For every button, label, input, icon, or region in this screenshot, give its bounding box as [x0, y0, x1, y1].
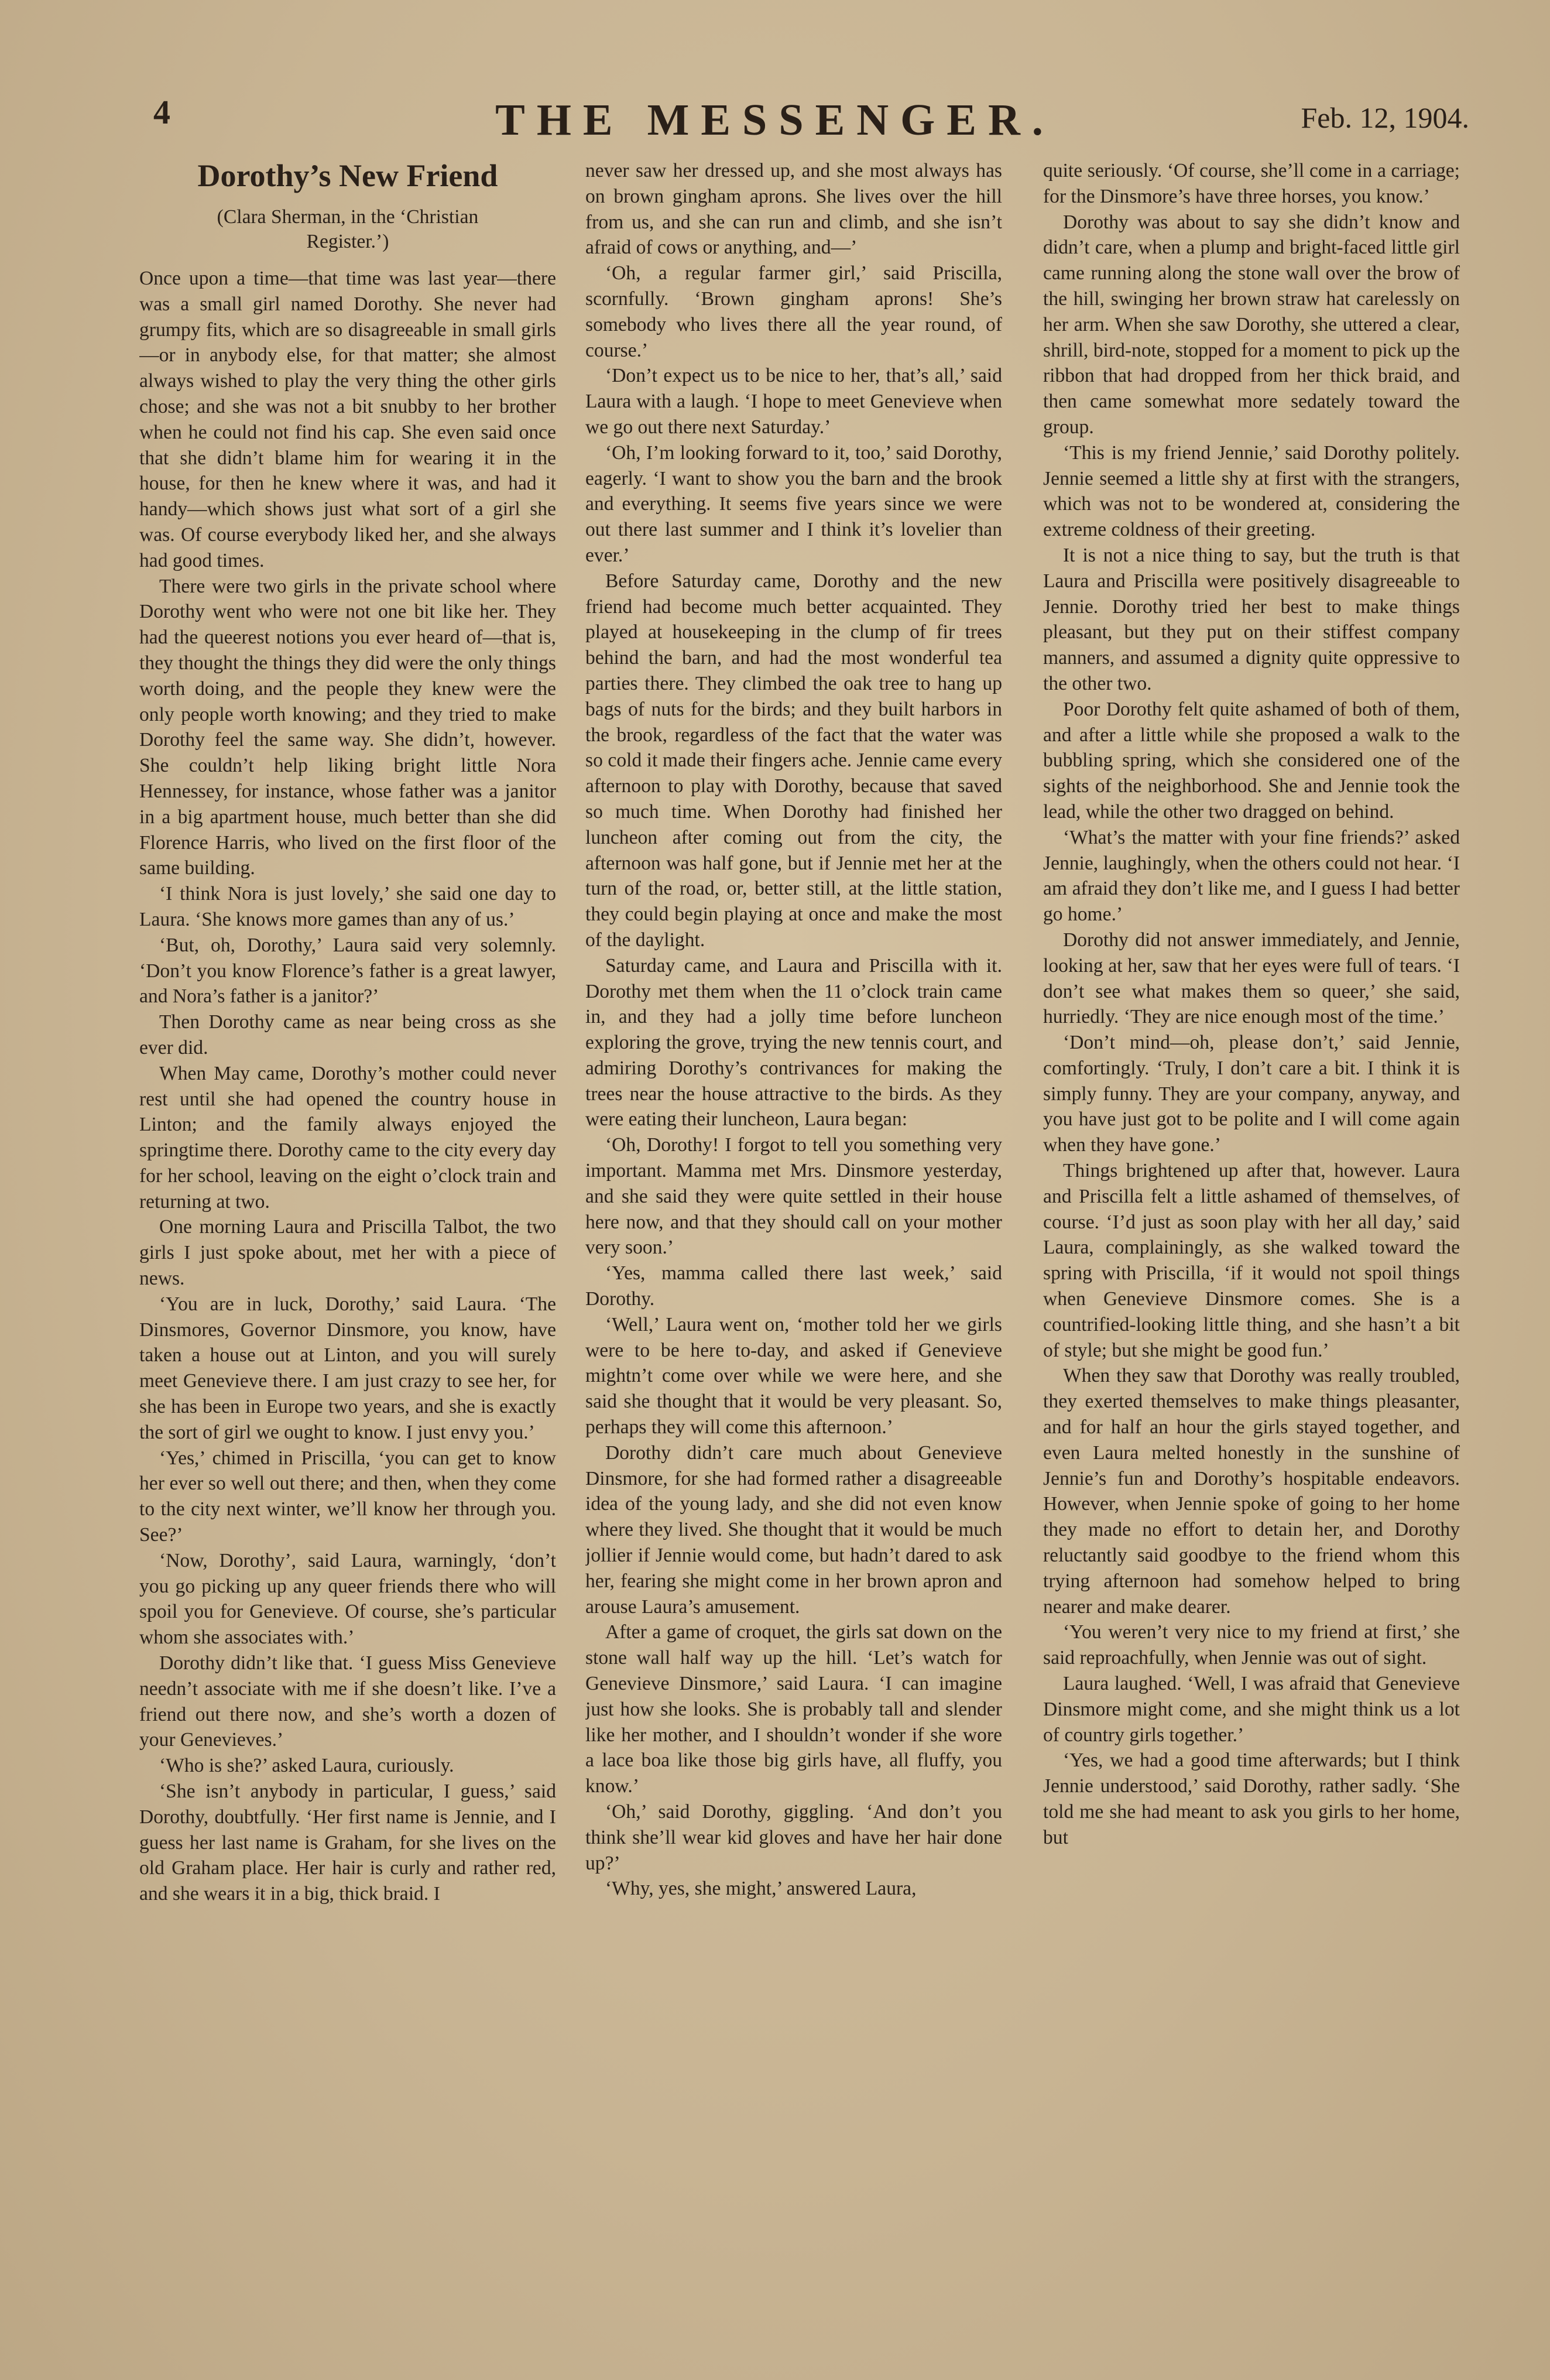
- issue-date: Feb. 12, 1904.: [1301, 101, 1469, 134]
- paragraph: ‘Yes, we had a good time afterwards; but I think Jennie understood,’ said Dorothy, rather sadly. ‘She told me she had meant to ask you girls to her home, but: [1043, 1749, 1460, 1848]
- paragraph: ‘Well,’ Laura went on, ‘mother told her we girls were to be here to-day, and asked if Genevieve mightn’t come over while we were here, and she said she thought that it would be very pleasant. So, perhaps they will come this afternoon.’: [585, 1313, 1002, 1439]
- paragraph: ‘Oh, I’m looking forward to it, too,’ said Dorothy, eagerly. ‘I want to show you the barn and the brook and everything. It seems five years since we were out there last summer and I think it’s lovelier than ever.’: [585, 441, 1002, 566]
- paragraph: ‘She isn’t anybody in particular, I guess,’ said Dorothy, doubtfully. ‘Her first name is Jennie, and I guess her last name is Graham, for she lives on the old Graham place. Her hair is curly and rather red, and she wears it in a big, thick braid. I: [139, 1780, 556, 1905]
- paragraph: ‘I think Nora is just lovely,’ she said one day to Laura. ‘She knows more games than any of us.’: [139, 883, 556, 930]
- paragraph: Dorothy didn’t like that. ‘I guess Miss Genevieve needn’t associate with me if she doesn’t like. I’ve a friend out there now, and she’s worth a dozen of your Genevieves.’: [139, 1652, 556, 1751]
- paragraph: ‘Who is she?’ asked Laura, curiously.: [159, 1755, 454, 1777]
- paragraph: ‘But, oh, Dorothy,’ Laura said very solemnly. ‘Don’t you know Florence’s father is a great lawyer, and Nora’s father is a janitor?’: [139, 934, 556, 1008]
- paragraph: Laura laughed. ‘Well, I was afraid that Genevieve Dinsmore might come, and she might think us a lot of country girls together.’: [1043, 1673, 1460, 1746]
- paragraph: Dorothy was about to say she didn’t know and didn’t care, when a plump and bright-faced little girl came running along the stone wall over the brow of the hill, swinging her brown straw hat carelessly on her arm. When she saw Dorothy, she uttered a clear, shrill, bird-note, stopped for a moment to pick up the ribbon that had dropped from her thick braid, and then came somewhat more sedately toward the group.: [1043, 211, 1460, 438]
- paragraph: ‘Yes, mamma called there last week,’ said Dorothy.: [585, 1262, 1002, 1310]
- paragraph: ‘Now, Dorothy’, said Laura, warningly, ‘don’t you go picking up any queer friends there who will spoil you for Genevieve. Of course, she’s particular whom she associates with.’: [139, 1549, 556, 1649]
- page-number: 4: [153, 93, 170, 131]
- paragraph: Things brightened up after that, however. Laura and Priscilla felt a little ashamed of themselves, of course. ‘I’d just as soon play with her all day,’ said Laura, complainingly, as she walked toward the spring with Priscilla, ‘if it would not spoil things when Genevieve Dinsmore comes. She is a countrified-looking little thing, and she hasn’t a bit of style; but she might be good fun.’: [1043, 1160, 1460, 1361]
- paragraph: After a game of croquet, the girls sat down on the stone wall half way up the hill. ‘Let’s watch for Genevieve Dinsmore,’ said Laura. ‘I can imagine just how she looks. She is probably tall and slender like her mother, and I shouldn’t wonder if she wore a lace boa like those big girls have, all fluffy, you know.’: [585, 1621, 1002, 1797]
- paragraph: When May came, Dorothy’s mother could never rest until she had opened the country house in Linton; and the family always enjoyed the springtime there. Dorothy came to the city every day for her school, leaving on the eight o’clock train and returning at two.: [139, 1062, 556, 1213]
- masthead: [0, 88, 1550, 152]
- paragraph: ‘Why, yes, she might,’ answered Laura,: [605, 1878, 917, 1900]
- story-title: Dorothy’s New Friend: [197, 158, 498, 193]
- paragraph: ‘What’s the matter with your fine friends?’ asked Jennie, laughingly, when the others could not hear. ‘I am afraid they don’t like me, and I guess I had better go home.’: [1043, 826, 1460, 926]
- paragraph: ‘Oh, Dorothy! I forgot to tell you something very important. Mamma met Mrs. Dinsmore yesterday, and she said they were quite settled in their house here now, and that they should call on your mother very soon.’: [585, 1134, 1002, 1259]
- article-column-1: [139, 158, 556, 2324]
- paragraph: ‘Oh,’ said Dorothy, giggling. ‘And don’t you think she’ll wear kid gloves and have her hair done up?’: [585, 1801, 1002, 1874]
- paragraph: When they saw that Dorothy was really troubled, they exerted themselves to make things pleasanter, and for half an hour the girls stayed together, and even Laura melted honestly in the sunshine of Jennie’s fun and Dorothy’s hospitable endeavors. However, when Jennie spoke of going to her home they made no effort to detain her, and Dorothy reluctantly said goodbye to the friend whom this trying afternoon had somehow helped to bring nearer and make dearer.: [1043, 1365, 1460, 1618]
- paragraph: quite seriously. ‘Of course, she’ll come in a carriage; for the Dinsmore’s have three horses, you know.’: [1043, 160, 1460, 207]
- paragraph: Saturday came, and Laura and Priscilla with it. Dorothy met them when the 11 o’clock train came in, and they had a jolly time before luncheon exploring the grove, trying the new tennis court, and admiring Dorothy’s contrivances for making the trees near the house attractive to the birds. As they were eating their luncheon, Laura began:: [585, 954, 1002, 1131]
- newspaper-title: THE MESSENGER.: [495, 95, 1055, 145]
- paragraph: ‘This is my friend Jennie,’ said Dorothy politely. Jennie seemed a little shy at first with the strangers, which was not to be wondered at, considering the extreme coldness of their greeting.: [1043, 441, 1460, 541]
- paragraph: Once upon a time—that time was last year—there was a small girl named Dorothy. She never had grumpy fits, which are so disagreeable in small girls—or in anybody else, for that matter; she almost always wished to play the very thing the other girls chose; and she was not a bit snubby to her brother when he could not find his cap. She even said once that she didn’t blame him for wearing it in the house, for then he knew where it was, and had it handy—which shows just what sort of a girl she was. Of course everybody liked her, and she always had good times.: [139, 268, 556, 571]
- paragraph: ‘Don’t expect us to be nice to her, that’s all,’ said Laura with a laugh. ‘I hope to meet Genevieve when we go out there next Saturday.’: [585, 365, 1002, 438]
- paragraph: ‘Yes,’ chimed in Priscilla, ‘you can get to know her ever so well out there; and then, when they come to the city next winter, we’ll know her through you. See?’: [139, 1447, 556, 1546]
- paragraph: Dorothy didn’t care much about Genevieve Dinsmore, for she had formed rather a disagreeable idea of the young lady, and she did not even know where they lived. She thought that it would be much jollier if Jennie would come, but hadn’t dared to ask her, fearing she might come in her brown apron and arouse Laura’s amusement.: [585, 1441, 1002, 1618]
- article-column-3: [1043, 158, 1460, 2324]
- article-column-2: [585, 158, 1002, 2324]
- paragraph: Before Saturday came, Dorothy and the new friend had become much better acquainted. They played at housekeeping in the clump of fir trees behind the barn, and had the most wonderful tea parties there. They climbed the oak tree to hang up bags of nuts for the birds; and they built harbors in the brook, regardless of the fact that the water was so cold it made their fingers ache. Jennie came every afternoon to play with Dorothy, because that saved so much time. When Dorothy had finished her luncheon after coming out from the city, the afternoon was half gone, but if Jennie met her at the turn of the road, or, better still, at the little station, they could begin playing at once and make the most of the daylight.: [585, 570, 1002, 951]
- paragraph: There were two girls in the private school where Dorothy went who were not one bit like her. They had the queerest notions you ever heard of—that is, they thought the things they did were the only things worth doing, and the people they knew were the only people worth knowing; and they tried to make Dorothy feel the same way. She didn’t, however. She couldn’t help liking bright little Nora Hennessey, for instance, whose father was a janitor in a big apartment house, much better than she did Florence Harris, who lived on the first floor of the same building.: [139, 575, 556, 879]
- story-byline: (Clara Sherman, in the ‘Christian Register.’): [217, 206, 479, 252]
- paragraph: Dorothy did not answer immediately, and Jennie, looking at her, saw that her eyes were full of tears. ‘I don’t see what makes them so queer,’ she said, hurriedly. ‘They are nice enough most of the time.’: [1043, 929, 1460, 1028]
- paragraph: One morning Laura and Priscilla Talbot, the two girls I just spoke about, met her with a piece of news.: [139, 1216, 556, 1290]
- paragraph: ‘You are in luck, Dorothy,’ said Laura. ‘The Dinsmores, Governor Dinsmore, you know, have taken a house out at Linton, and you will surely meet Genevieve there. I am just crazy to see her, for she has been in Europe two years, and she is exactly the sort of girl we ought to know. I just envy you.’: [139, 1293, 556, 1443]
- paragraph: ‘Don’t mind—oh, please don’t,’ said Jennie, comfortingly. ‘Truly, I don’t care a bit. I think it is simply funny. They are your company, anyway, and you have just got to be polite and I will come again when they have gone.’: [1043, 1032, 1460, 1156]
- paragraph: ‘Oh, a regular farmer girl,’ said Priscilla, scornfully. ‘Brown gingham aprons! She’s somebody who lives there all the year round, of course.’: [585, 262, 1002, 361]
- paragraph: ‘You weren’t very nice to my friend at first,’ she said reproachfully, when Jennie was out of sight.: [1043, 1621, 1460, 1669]
- paragraph: It is not a nice thing to say, but the truth is that Laura and Priscilla were positively disagreeable to Jennie. Dorothy tried her best to make things pleasant, but they put on their stiffest company manners, and assumed a dignity quite oppressive to the other two.: [1043, 544, 1460, 694]
- paragraph: Poor Dorothy felt quite ashamed of both of them, and after a little while she proposed a walk to the bubbling spring, which she considered one of the sights of the neighborhood. She and Jennie took the lead, while the other two dragged on behind.: [1043, 698, 1460, 823]
- paragraph: Then Dorothy came as near being cross as she ever did.: [139, 1011, 556, 1059]
- paragraph: never saw her dressed up, and she most always has on brown gingham aprons. She lives over the hill from us, and she can run and climb, and she isn’t afraid of cows or anything, and—’: [585, 160, 1002, 259]
